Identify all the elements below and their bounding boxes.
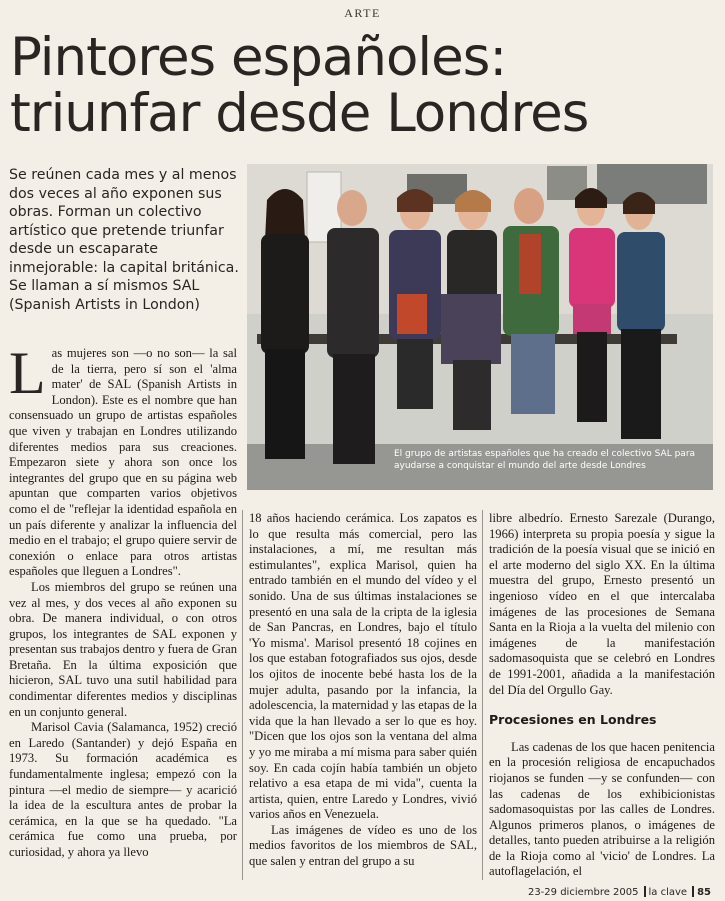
group-photo-illustration — [247, 164, 713, 490]
headline-line-2: triunfar desde Londres — [10, 83, 589, 144]
footer-divider — [692, 886, 694, 897]
paragraph: libre albedrío. Ernesto Sarezale (Durango, 1966) interpreta su propia poesía y sigue la tradición de la poesía visual que se inició en el arte moderno del siglo XX. En la última muestra del grupo, Ernesto presentó un ingenioso vídeo en el que intercalaba imágenes de las procesiones de Semana Santa en la Rioja a la vuelta del milenio con imágenes de la manifestación sadomasoquista que se celebró en Londres de 1991-2001, añadida a la manifestación del Día del Orgullo Gay. — [489, 511, 715, 697]
group-photo — [247, 164, 713, 490]
issue-date: 23-29 diciembre 2005 — [527, 887, 639, 898]
paragraph: Los miembros del grupo se reúnen una vez al mes, y dos veces al año exponen su obra. De manera individual, o con otros grupos, los integrantes de SAL exponen y presentan sus trabajos dentro y fuera de Gran Bretaña. En la última exposición que hicieron, SAL tuvo una sutil habilidad para condimentar diferentes medios y disciplinas en un conjunto general. — [9, 579, 237, 719]
column-divider — [482, 510, 483, 880]
article-column-2 — [249, 511, 477, 870]
paragraph: Las cadenas de los que hacen penitencia en la procesión religiosa de encapuchados riojanos se funden —y se confunden— con las cadenas de los exhibicionistas sadomasoquistas por las calles de Londres. Algunos primeros planos, o imágenes de detalles, tanto pueden atribuirse a la religión de la Rioja como al 'vicio' de Londres. La autoflagelación, el — [489, 739, 715, 879]
photo-caption: El grupo de artistas españoles que ha creado el colectivo SAL para ayudarse a conquistar el mundo del arte desde Londres — [394, 449, 696, 471]
paragraph: Marisol Cavia (Salamanca, 1952) creció en Laredo (Santander) y dejó España en 1973. Su formación académica es fundamentalmente inglesa; empezó con la pintura —el medio de siempre— y acarició la idea de la escultura antes de probar la cerámica, en la que se ha quedado. "La cerámica fue como una prueba, por curiosidad, y ahora ya llevo — [9, 720, 237, 859]
article-column-3 — [489, 511, 715, 880]
page-number: 85 — [697, 887, 711, 898]
drop-cap: L — [9, 340, 46, 406]
subheading: Procesiones en Londres — [489, 712, 657, 728]
page-footer — [528, 886, 711, 898]
footer-divider — [644, 886, 646, 897]
section-label: ARTE — [344, 6, 381, 20]
person-1 — [261, 189, 309, 459]
magazine-name: la clave — [648, 887, 688, 898]
article-column-1 — [9, 340, 237, 861]
lede: Se reúnen cada mes y al menos dos veces al año exponen sus obras. Forman un colectivo artístico que pretende triunfar desde un escaparate inmejorable: la capital británica. Se llaman a sí mismos SAL (Spanish Artists in London) — [9, 167, 239, 313]
paragraph: Las imágenes de vídeo es uno de los medios favoritos de los miembros de SAL, que salen y entran del grupo a su — [249, 822, 477, 869]
headline-line-1: Pintores españoles: — [10, 27, 507, 88]
paragraph: 18 años haciendo cerámica. Los zapatos es lo que resulta más comercial, pero las instalaciones, a mí, me resultan más estimulantes", explica Marisol, quien ha entrado también en el mundo del vídeo y el sonido. Una de sus últimas instalaciones se presentó en una sala de la cripta de la iglesia de San Pancras, en Londres, bajo el título 'Yo misma'. Marisol presentó 18 cojines en los que estaban fotografiados sus ojos, desde los ojitos de inocente bebé hasta los de la mujer adulta, pasando por la infancia, la adolescencia, la maternidad y las etapas de la vida que la han llevado a ser lo que es hoy. "Dicen que los ojos son la ventana del alma y yo me miraba a mí misma para saber quién soy. En cada cojín había también un objeto relativo a esa etapa de mi vida", cuenta la artista, quien, entre Laredo y Londres, vivió varios años en Venezuela. — [249, 511, 477, 822]
headline — [10, 27, 715, 144]
paragraph — [9, 340, 237, 580]
paragraph-text: as mujeres son —o no son— la sal de la tierra, pero sí son el 'alma mater' de SAL (Spanish Artists in London). Este es el nombre que han consensuado un grupo de artistas españoles que viven y trabajan en Londres utilizando diferentes medios para sus creaciones. Empezaron siete y ahora son once los integrantes del grupo que en su página web apuntan que comparten varios objetivos como el de "reflejar la identidad española en un país diferente y analizar la influencia del medio en el trabajo; el grupo quiere servir de conexión o enlace para otros artistas españoles que lleguen a Londres". — [9, 346, 237, 579]
person-2 — [327, 190, 379, 464]
column-divider — [242, 510, 243, 880]
